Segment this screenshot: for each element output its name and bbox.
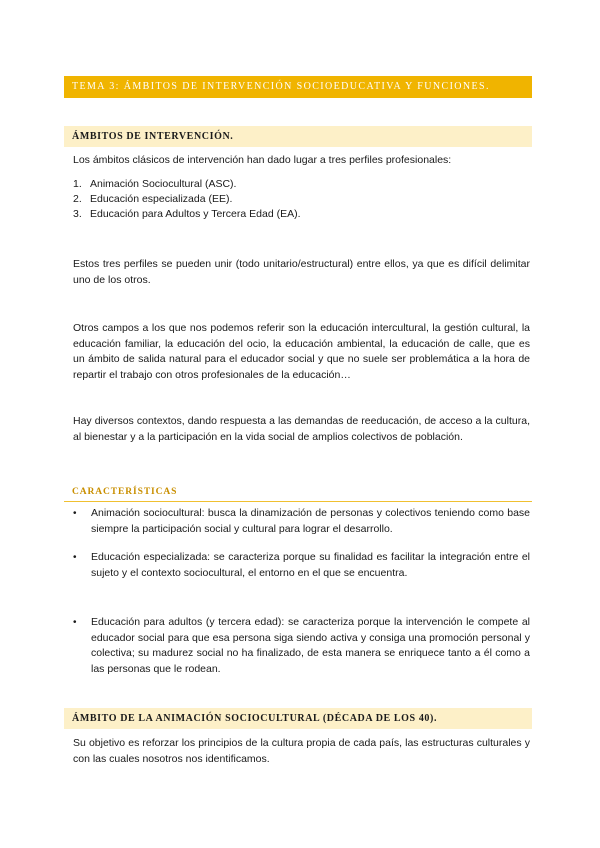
paragraph-contextos: Hay diversos contextos, dando respuesta a las demandas de reeducación, de acceso a la cultura, al bienestar y a la participación en la vida social de amplios colectivos de población.	[73, 415, 530, 443]
intro-paragraph: Los ámbitos clásicos de intervención han dado lugar a tres perfiles profesionales:	[73, 154, 452, 166]
list-item: 3. Educación para Adultos y Tercera Edad (EA).	[73, 208, 301, 220]
document-title: TEMA 3: ÁMBITOS DE INTERVENCIÓN SOCIOEDUCATIVA Y FUNCIONES.	[64, 76, 532, 98]
bullet-icon: •	[73, 617, 77, 628]
list-item: 1. Animación Sociocultural (ASC).	[73, 178, 237, 190]
characteristics-heading: CARACTERÍSTICAS	[64, 485, 532, 502]
bullet-icon: •	[73, 552, 77, 563]
profiles-list	[73, 177, 513, 222]
list-item: • Educación especializada: se caracteriza porque su finalidad es facilitar la integración entre el sujeto y el contexto sociocultural, el entorno en el que se encuentra.	[73, 550, 530, 581]
list-item: 2. Educación especializada (EE).	[73, 193, 233, 205]
paragraph-objetivo: Su objetivo es reforzar los principios de la cultura propia de cada país, las estructuras culturales y con las cuales nosotros nos identificamos.	[73, 737, 530, 765]
list-item: • Educación para adultos (y tercera edad): se caracteriza porque la intervención le compete al educador social para que esa persona siga siendo activa y consiga una promoción personal y colectiva; su madurez social no ha finalizado, de esta manera se enriquece tanto a él como a las personas que le rodean.	[73, 615, 530, 677]
list-item: • Animación sociocultural: busca la dinamización de personas y colectivos teniendo como base siempre la participación social y cultural para lograr el desarrollo.	[73, 506, 530, 537]
paragraph-otros-campos: Otros campos a los que nos podemos referir son la educación intercultural, la gestión cultural, la educación familiar, la educación del ocio, la educación ambiental, la educación de calle, que es un ámbito de salida natural para el educador social y que no suele ser problemática a la hora de repartir el trabajo con otros profesionales de la educación…	[73, 322, 530, 381]
bullet-icon: •	[73, 508, 77, 519]
paragraph-perfiles: Estos tres perfiles se pueden unir (todo unitario/estructural) entre ellos, ya que es difícil delimitar uno de los otros.	[73, 258, 530, 286]
section-heading-animacion: ÁMBITO DE LA ANIMACIÓN SOCIOCULTURAL (DÉCADA DE LOS 40).	[64, 708, 532, 729]
section-heading-ambitos: ÁMBITOS DE INTERVENCIÓN.	[64, 126, 532, 147]
